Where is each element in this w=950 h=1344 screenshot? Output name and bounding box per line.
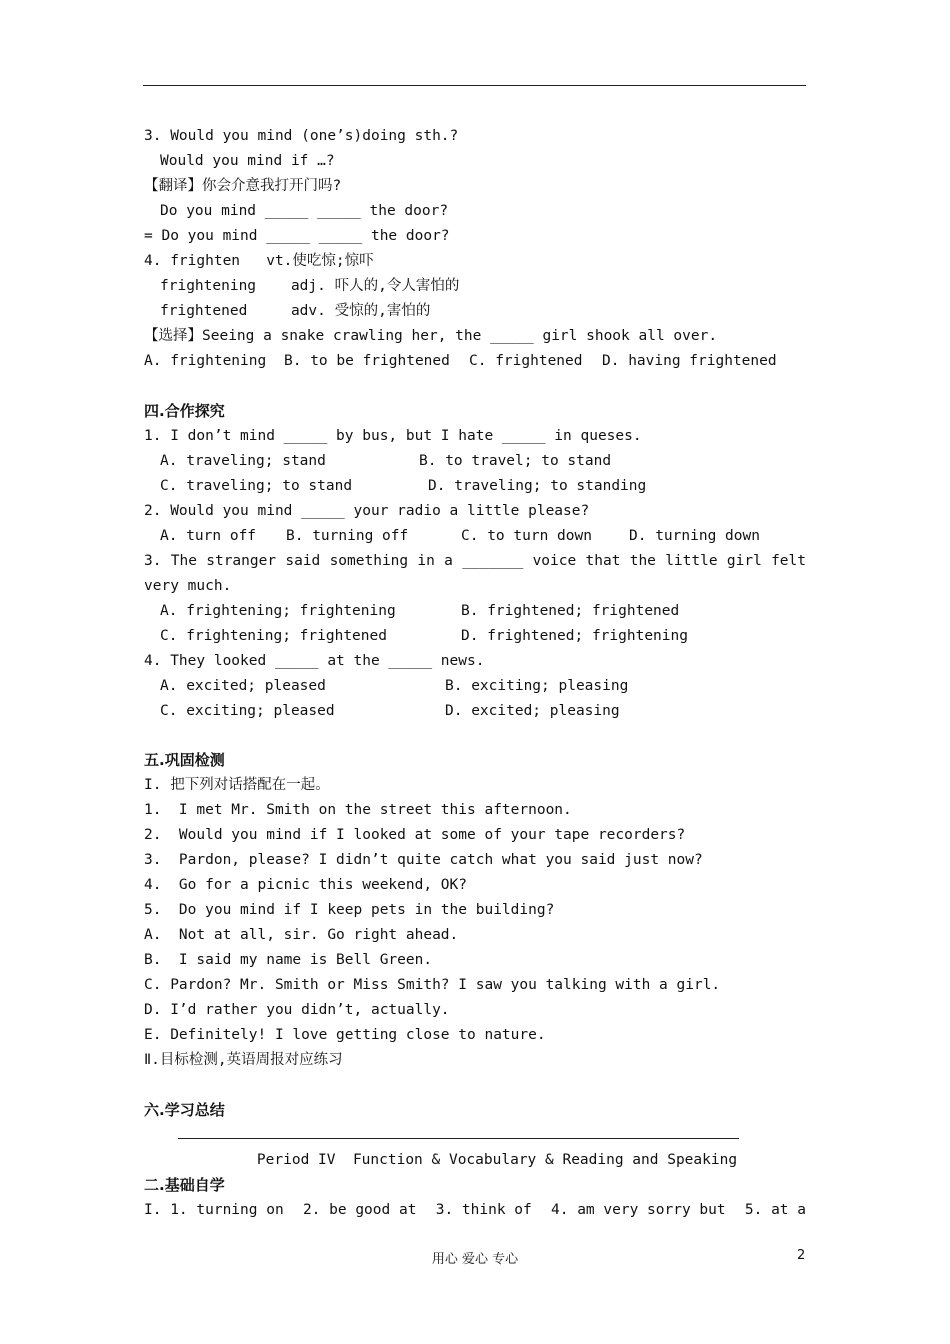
q3-blank: _______ [462, 552, 524, 569]
option-d: D. frightened; frightening [461, 627, 688, 644]
list-item: 1. I met Mr. Smith on the street this afternoon. [144, 802, 572, 819]
answer: 3. think of [435, 1201, 532, 1218]
answers-line [144, 1198, 806, 1223]
part2-title: Ⅱ.目标检测,英语周报对应练习 [144, 1052, 343, 1069]
option-d: D. traveling; to standing [428, 477, 647, 494]
period-title: Period IV Function & Vocabulary & Reading and Speaking [256, 1151, 738, 1168]
answer: I. 1. turning on [144, 1201, 284, 1218]
answer: 5. at a [744, 1201, 806, 1218]
option-a: A. excited; pleased [160, 677, 326, 694]
q1-options-row1 [144, 449, 814, 474]
option-a: A. traveling; stand [160, 452, 326, 469]
page-number: 2 [797, 1248, 806, 1263]
option-d: D. having frightened [602, 353, 777, 369]
option-b: B. to be frightened [284, 353, 450, 369]
header-rule [143, 85, 806, 86]
q3-word: that [585, 552, 621, 569]
choose-line: 【选择】Seeing a snake crawling her, the _____ girl shook all over. [144, 328, 718, 344]
q3-options-row1 [144, 599, 814, 624]
q3-options-row2 [144, 624, 814, 649]
list-item: D. I’d rather you didn’t, actually. [144, 1002, 450, 1019]
answer: 2. be good at [302, 1201, 417, 1218]
document-body [144, 124, 814, 1223]
q3-word: voice [532, 552, 577, 569]
list-item: E. Definitely! I love getting close to nature. [144, 1027, 546, 1044]
list-item: 5. Do you mind if I keep pets in the building? [144, 902, 555, 919]
option-c: C. exciting; pleased [160, 702, 335, 719]
option-c: C. to turn down [461, 527, 592, 544]
section4-heading: 四.合作探究 [144, 401, 225, 420]
q3-word: little [665, 552, 718, 569]
option-a: A. turn off [160, 527, 257, 544]
option-d: D. turning down [629, 527, 760, 544]
q3-line1 [144, 549, 806, 574]
list-item: C. Pardon? Mr. Smith or Miss Smith? I saw you talking with a girl. [144, 977, 721, 994]
q4-options-row1 [144, 674, 814, 699]
period-separator-rule [178, 1138, 739, 1139]
item3-line2: Would you mind if …? [160, 153, 335, 169]
item3-line1: 3. Would you mind (one’s)doing sth.? [144, 128, 459, 144]
option-b: B. to travel; to stand [419, 452, 612, 469]
q3-word: something [329, 552, 409, 569]
option-d: D. excited; pleasing [445, 702, 620, 719]
item4-line2: frightening adj. 吓人的,令人害怕的 [160, 278, 460, 294]
list-item: 4. Go for a picnic this weekend, OK? [144, 877, 468, 894]
translate-line: 【翻译】你会介意我打开门吗? [144, 178, 342, 194]
q3-word: The [170, 552, 197, 569]
q3-word: girl [726, 552, 762, 569]
q2-options [144, 524, 814, 549]
q3-word: in [417, 552, 435, 569]
q2: 2. Would you mind _____ your radio a little please? [144, 502, 590, 519]
q3-word: a [444, 552, 453, 569]
q3-word: the [629, 552, 656, 569]
list-item: B. I said my name is Bell Green. [144, 952, 433, 969]
q3-word: 3. [144, 552, 162, 569]
translate-blank1: Do you mind _____ _____ the door? [160, 203, 449, 219]
list-item: 3. Pardon, please? I didn’t quite catch what you said just now? [144, 852, 703, 869]
item4-line3: frightened adv. 受惊的,害怕的 [160, 303, 431, 319]
section5-heading: 五.巩固检测 [144, 751, 225, 770]
translate-blank2: = Do you mind _____ _____ the door? [144, 228, 450, 244]
option-a: A. frightening; frightening [160, 602, 396, 619]
period-heading: 二.基础自学 [144, 1175, 225, 1194]
item4-line1: 4. frighten vt.使吃惊;惊吓 [144, 253, 374, 269]
option-c: C. frightened [469, 353, 583, 369]
list-item: A. Not at all, sir. Go right ahead. [144, 927, 459, 944]
footer-motto: 用心 爱心 专心 [431, 1252, 519, 1267]
q4-options-row2 [144, 699, 814, 724]
list-item: 2. Would you mind if I looked at some of your tape recorders? [144, 827, 686, 844]
q3-word: felt [771, 552, 806, 569]
section6-heading: 六.学习总结 [144, 1101, 225, 1120]
option-b: B. turning off [286, 527, 409, 544]
option-c: C. traveling; to stand [160, 477, 353, 494]
answer: 4. am very sorry but [551, 1201, 726, 1218]
q4: 4. They looked _____ at the _____ news. [144, 652, 485, 669]
option-c: C. frightening; frightened [160, 627, 387, 644]
choose-options [144, 349, 814, 374]
q3-word: said [285, 552, 321, 569]
option-b: B. frightened; frightened [461, 602, 680, 619]
q3-word: stranger [206, 552, 277, 569]
q1: 1. I don’t mind _____ by bus, but I hate _____ in queses. [144, 427, 642, 444]
option-a: A. frightening [144, 353, 267, 369]
q1-options-row2 [144, 474, 814, 499]
option-b: B. exciting; pleasing [445, 677, 629, 694]
part1-title: I. 把下列对话搭配在一起。 [144, 777, 330, 794]
q3-line2: very much. [144, 577, 232, 594]
